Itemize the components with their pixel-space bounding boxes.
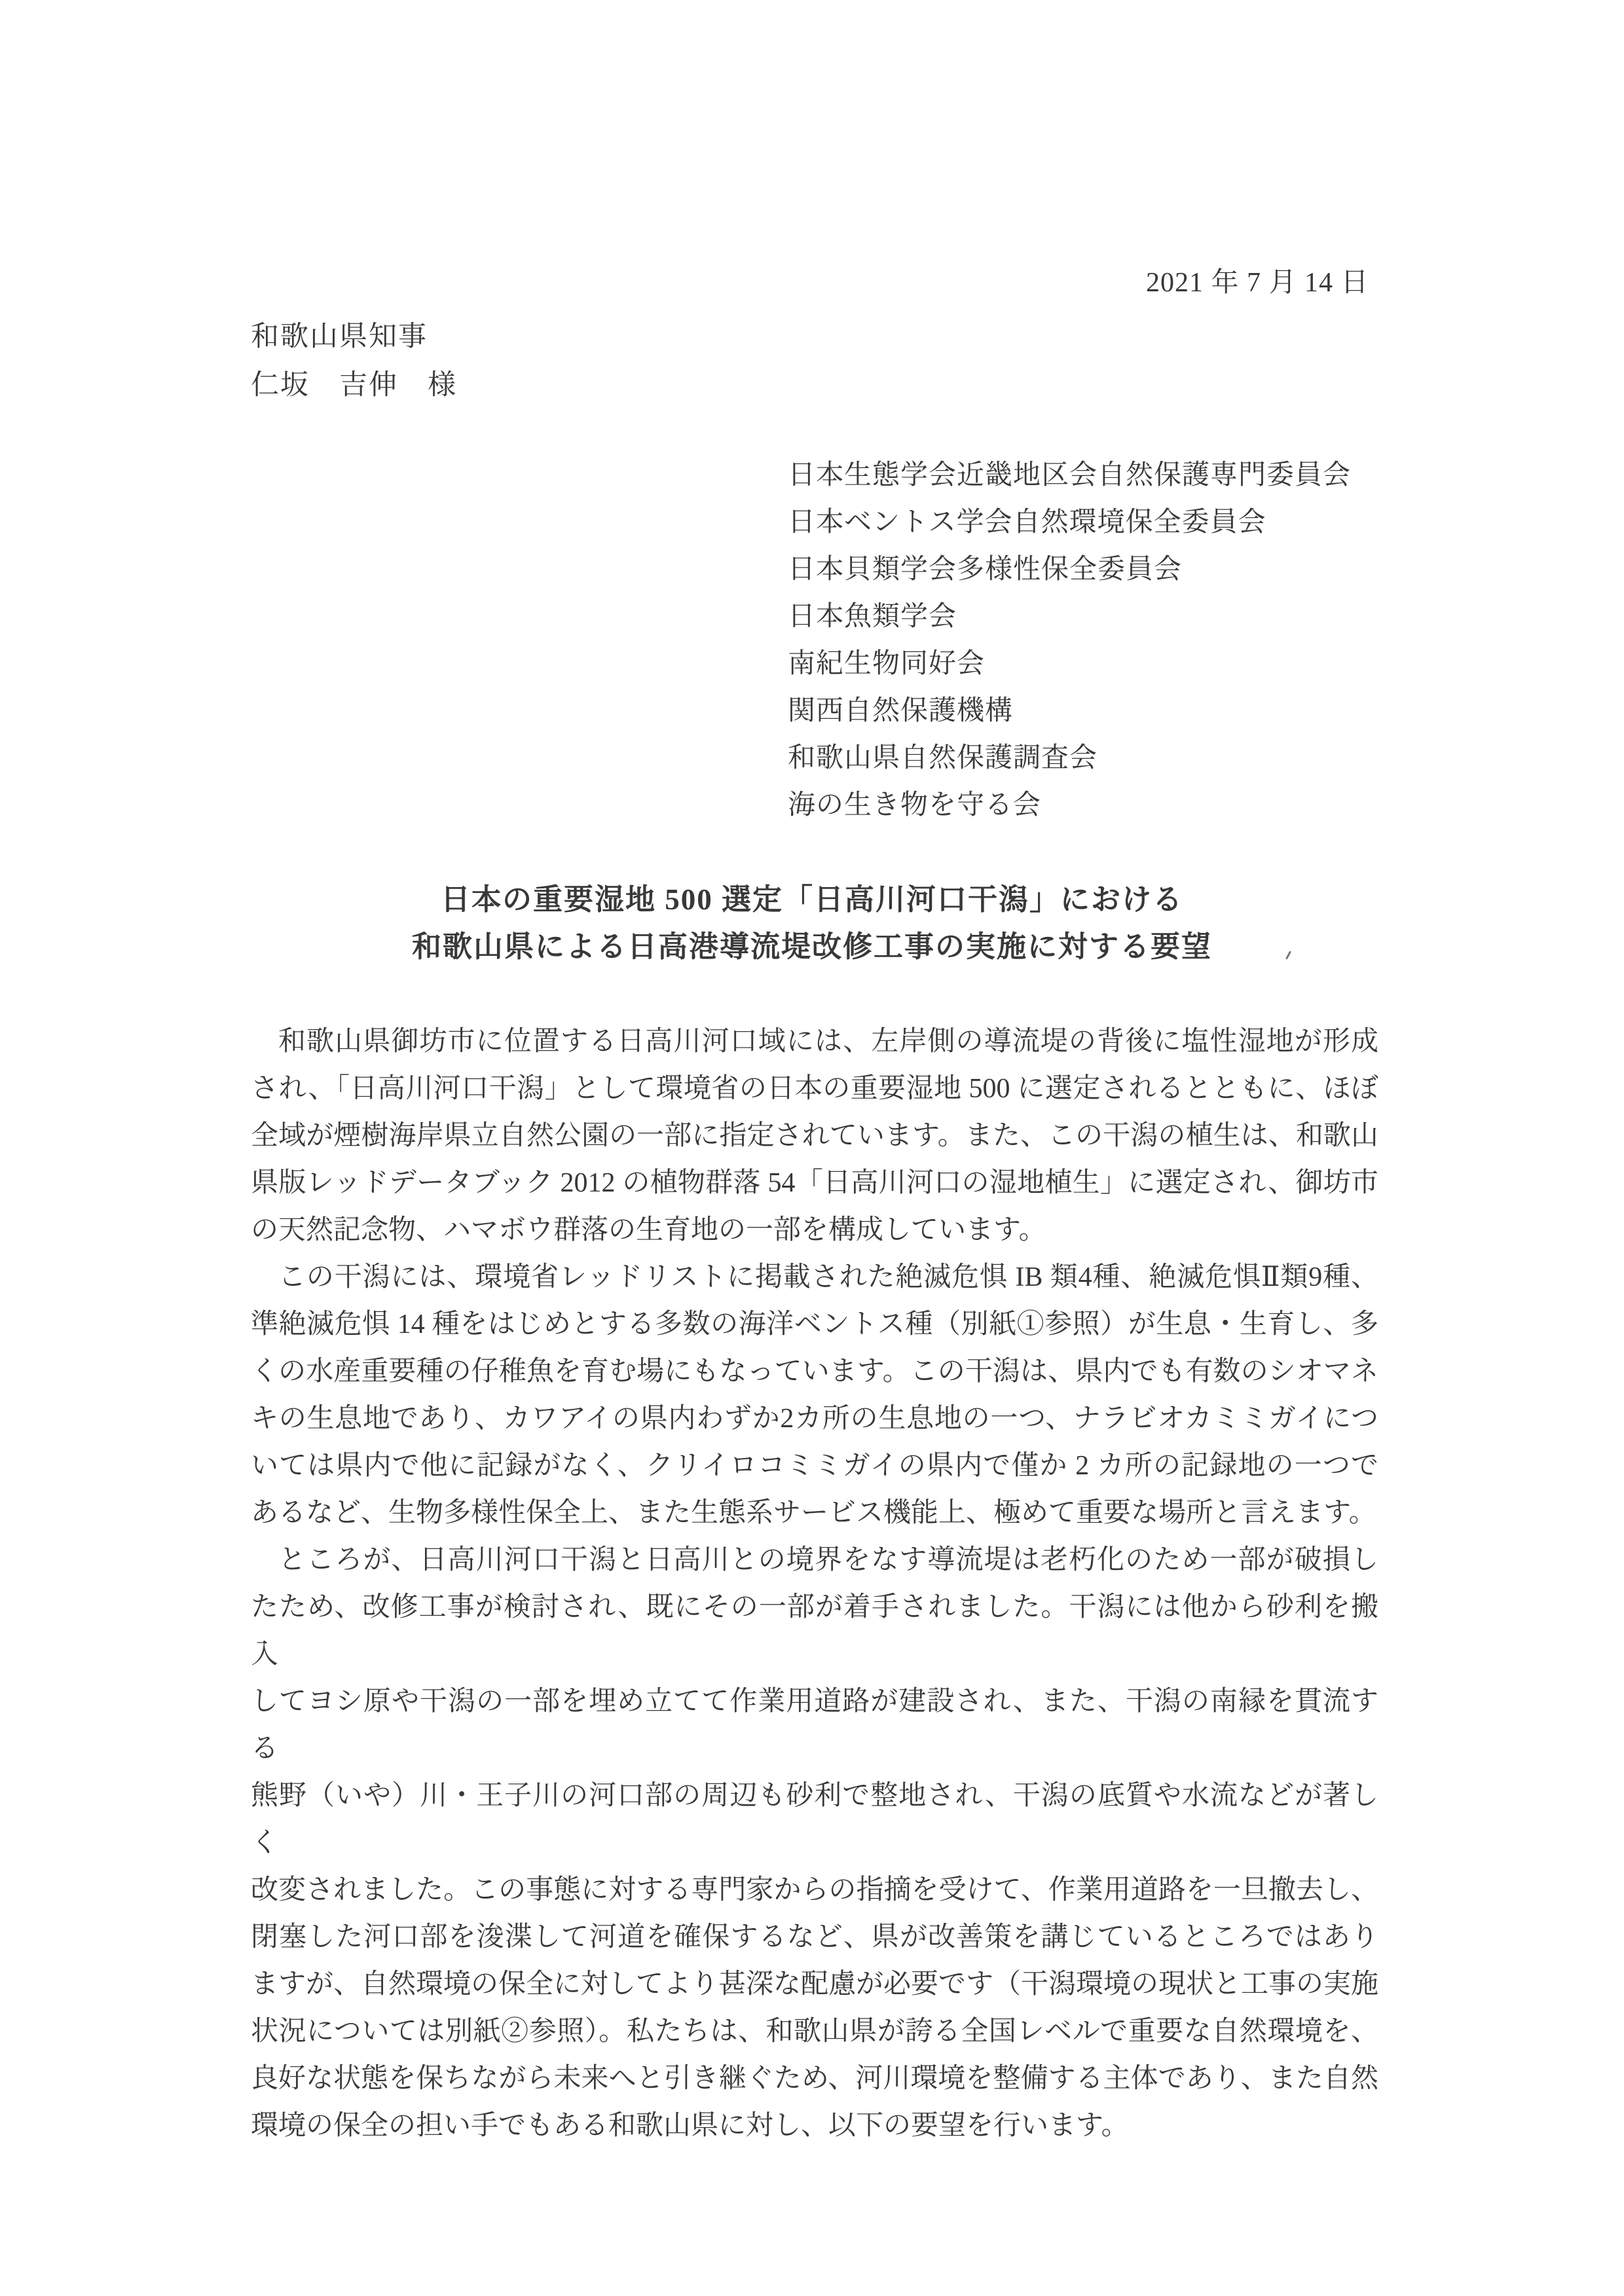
body-line: 環境の保全の担い手でもある和歌山県に対し、以下の要望を行います。 bbox=[251, 2111, 1129, 2141]
body-line: 県版レッドデータブック 2012 の植物群落 54「日高川河口の湿地植生」に選定され、御坊市 bbox=[251, 1168, 1378, 1198]
sender-list bbox=[788, 452, 1351, 829]
sender-organization: 日本貝類学会多様性保全委員会 bbox=[788, 555, 1183, 585]
body-line: され、「日高川河口干潟」として環境省の日本の重要湿地 500 に選定されるとともに、ほぼ bbox=[251, 1074, 1378, 1104]
sender-organization: 関西自然保護機構 bbox=[788, 696, 1014, 726]
body-line: 準絶滅危惧 14 種をはじめとする多数の海洋ベントス種（別紙①参照）が生息・生育し、多 bbox=[251, 1309, 1378, 1339]
body-line: 状況については別紙②参照）。私たちは、和歌山県が誇る全国レベルで重要な自然環境を、 bbox=[251, 2016, 1378, 2047]
letter-body bbox=[251, 1018, 1378, 2149]
paragraph-1 bbox=[251, 1018, 1378, 1254]
body-line: してヨシ原や干潟の一部を埋め立てて作業用道路が建設され、また、干潟の南縁を貫流する bbox=[251, 1686, 1378, 1764]
paragraph-3 bbox=[251, 1537, 1378, 2149]
body-line: くの水産重要種の仔稚魚を育む場にもなっています。この干潟は、県内でも有数のシオマネ bbox=[251, 1357, 1378, 1387]
paragraph-2 bbox=[251, 1254, 1378, 1537]
date-line: 2021 年 7 月 14 日 bbox=[1146, 268, 1369, 298]
body-line: あるなど、生物多様性保全上、また生態系サービス機能上、極めて重要な場所と言えます。 bbox=[251, 1498, 1376, 1528]
body-line: たため、改修工事が検討され、既にその一部が着手されました。干潟には他から砂利を搬入 bbox=[251, 1592, 1378, 1669]
body-line: 和歌山県御坊市に位置する日高川河口域には、左岸側の導流堤の背後に塩性湿地が形成 bbox=[278, 1027, 1378, 1057]
sender-organization: 南紀生物同好会 bbox=[788, 649, 986, 679]
body-line: 熊野（いや）川・王子川の河口部の周辺も砂利で整地され、干潟の底質や水流などが著しく bbox=[251, 1781, 1378, 1858]
body-line: 改変されました。この事態に対する専門家からの指摘を受けて、作業用道路を一旦撤去し、 bbox=[251, 1875, 1378, 1905]
body-line: の天然記念物、ハマボウ群落の生育地の一部を構成しています。 bbox=[251, 1215, 1046, 1245]
title-line: 和歌山県による日高港導流堤改修工事の実施に対する要望 bbox=[411, 930, 1212, 963]
body-line: ますが、自然環境の保全に対してより甚深な配慮が必要です（干潟環境の現状と工事の実施 bbox=[251, 1969, 1379, 1999]
addressee-block bbox=[251, 313, 457, 410]
body-line: 閉塞した河口部を浚渫して河道を確保するなど、県が改善策を講じているところではあり bbox=[251, 1922, 1378, 1952]
letter-title bbox=[0, 876, 1624, 970]
sender-organization: 日本ベントス学会自然環境保全委員会 bbox=[788, 507, 1266, 538]
body-line: ところが、日高川河口干潟と日高川との境界をなす導流堤は老朽化のため一部が破損し bbox=[278, 1545, 1378, 1575]
sender-organization: 和歌山県自然保護調査会 bbox=[788, 743, 1098, 773]
addressee-line: 仁坂 吉伸 様 bbox=[251, 370, 457, 401]
sender-organization: 日本魚類学会 bbox=[788, 602, 957, 632]
sender-organization: 海の生き物を守る会 bbox=[788, 790, 1042, 820]
title-line: 日本の重要湿地 500 選定「日高川河口干潟」における bbox=[440, 883, 1183, 916]
body-line: いては県内で他に記録がなく、クリイロコミミガイの県内で僅か 2 カ所の記録地の一つで bbox=[251, 1451, 1378, 1481]
body-line: キの生息地であり、カワアイの県内わずか2カ所の生息地の一つ、ナラビオカミミガイにつ bbox=[251, 1404, 1378, 1434]
body-line: この干潟には、環境省レッドリストに掲載された絶滅危惧 IB 類4種、絶滅危惧Ⅱ類9種、 bbox=[278, 1262, 1378, 1292]
body-line: 良好な状態を保ちながら未来へと引き継ぐため、河川環境を整備する主体であり、また自然 bbox=[251, 2064, 1378, 2094]
addressee-line: 和歌山県知事 bbox=[251, 321, 428, 352]
sender-organization: 日本生態学会近畿地区会自然保護専門委員会 bbox=[788, 460, 1352, 490]
body-line: 全域が煙樹海岸県立自然公園の一部に指定されています。また、この干潟の植生は、和歌山 bbox=[251, 1121, 1378, 1151]
